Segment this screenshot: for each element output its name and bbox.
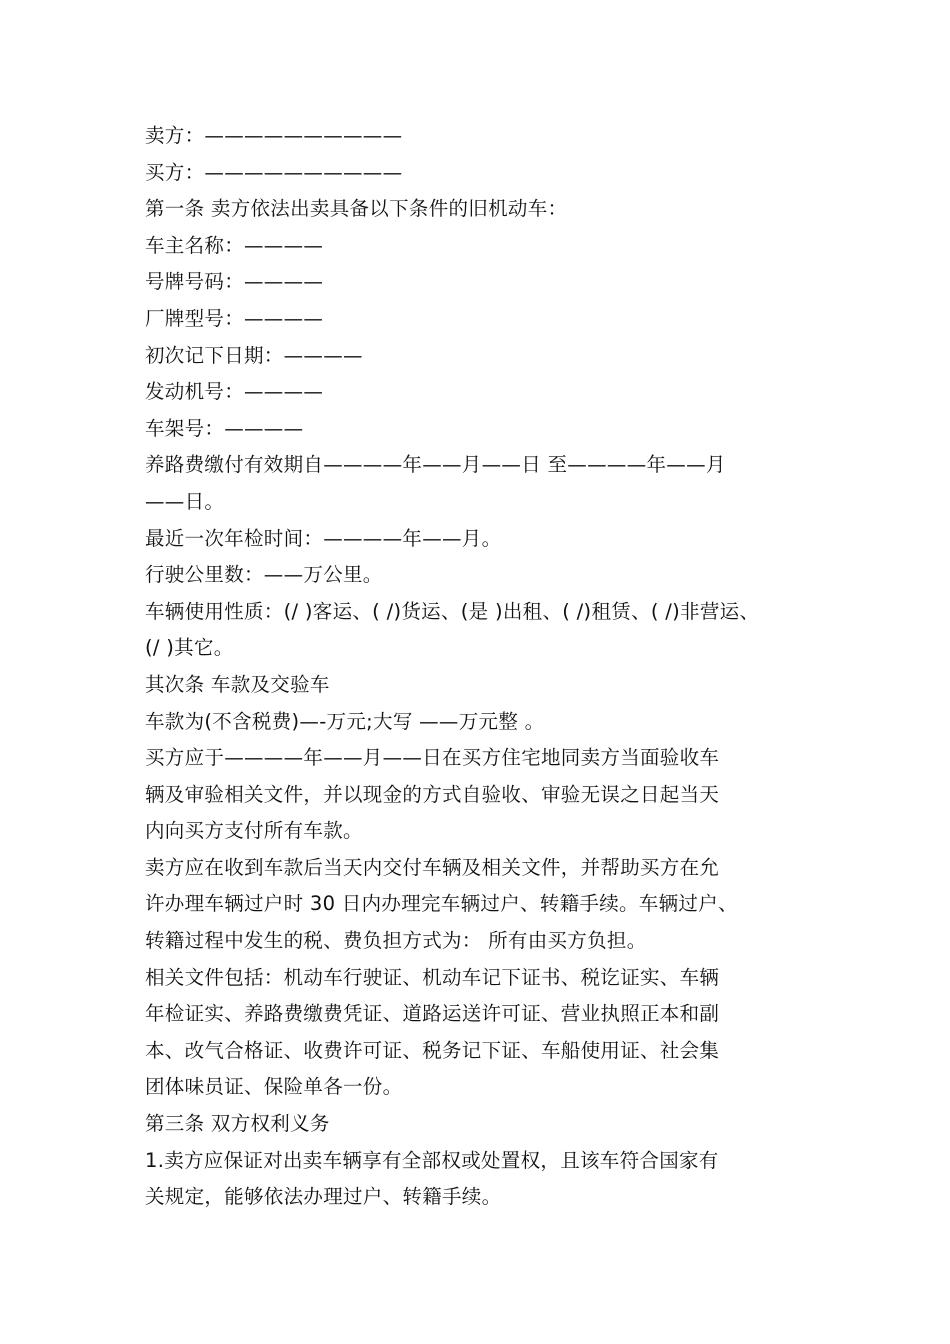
engine-number-line: 发动机号：———— xyxy=(145,380,324,404)
inspection-paragraph-line: 买方应于————年——月——日在买方住宅地同卖方当面验收车 xyxy=(145,746,720,770)
seller-line: 卖方：—————————— xyxy=(145,124,403,147)
frame-number-line: 车架号：———— xyxy=(145,416,304,440)
article-3-heading: 第三条 双方权利义务 xyxy=(145,1112,330,1136)
usage-nature-line: 车辆使用性质：(/ )客运、( /)货运、(是 )出租、( /)租赁、( /)非营运、 xyxy=(145,599,760,623)
brand-model-line: 厂牌型号：———— xyxy=(145,306,324,330)
mileage-line: 行驶公里数：——万公里。 xyxy=(145,563,383,587)
article-2-heading: 其次条 车款及交验车 xyxy=(145,672,330,696)
price-line: 车款为(不含税费)—-万元;大写 ——万元整 。 xyxy=(145,709,545,733)
last-inspection-line: 最近一次年检时间：————年——月。 xyxy=(145,526,502,550)
owner-name-line: 车主名称：———— xyxy=(145,233,324,257)
obligation-1-line: 关规定，能够依法办理过户、转籍手续。 xyxy=(145,1185,502,1209)
documents-paragraph-line: 团体味员证、保险单各一份。 xyxy=(145,1075,403,1099)
road-fee-period-line: 养路费缴付有效期自————年——月——日 至————年——月 xyxy=(145,453,726,477)
contract-body xyxy=(145,118,825,1216)
delivery-paragraph-line: 转籍过程中发生的税、费负担方式为： 所有由买方负担。 xyxy=(145,929,647,953)
inspection-paragraph-line: 内向买方支付所有车款。 xyxy=(145,819,363,843)
documents-paragraph-line: 年检证实、养路费缴费凭证、道路运送许可证、营业执照正本和副 xyxy=(145,1002,720,1026)
usage-nature-line-cont: (/ )其它。 xyxy=(145,636,234,660)
delivery-paragraph-line: 许办理车辆过户时 30 日内办理完车辆过户、转籍手续。车辆过户、 xyxy=(145,892,738,916)
documents-paragraph-line: 相关文件包括：机动车行驶证、机动车记下证书、税讫证实、车辆 xyxy=(145,965,720,989)
road-fee-period-line-cont: ——日。 xyxy=(145,489,225,513)
delivery-paragraph-line: 卖方应在收到车款后当天内交付车辆及相关文件，并帮助买方在允 xyxy=(145,855,720,879)
article-1-heading: 第一条 卖方依法出卖具备以下条件的旧机动车： xyxy=(145,197,568,221)
first-registration-line: 初次记下日期：———— xyxy=(145,343,363,367)
documents-paragraph-line: 本、改气合格证、收费许可证、税务记下证、车船使用证、社会集 xyxy=(145,1038,720,1062)
buyer-line: 买方：—————————— xyxy=(145,160,403,184)
inspection-paragraph-line: 辆及审验相关文件，并以现金的方式自验收、审验无误之日起当天 xyxy=(145,782,720,806)
plate-number-line: 号牌号码：———— xyxy=(145,270,324,294)
obligation-1-line: 1.卖方应保证对出卖车辆享有全部权或处置权，且该车符合国家有 xyxy=(145,1148,719,1172)
